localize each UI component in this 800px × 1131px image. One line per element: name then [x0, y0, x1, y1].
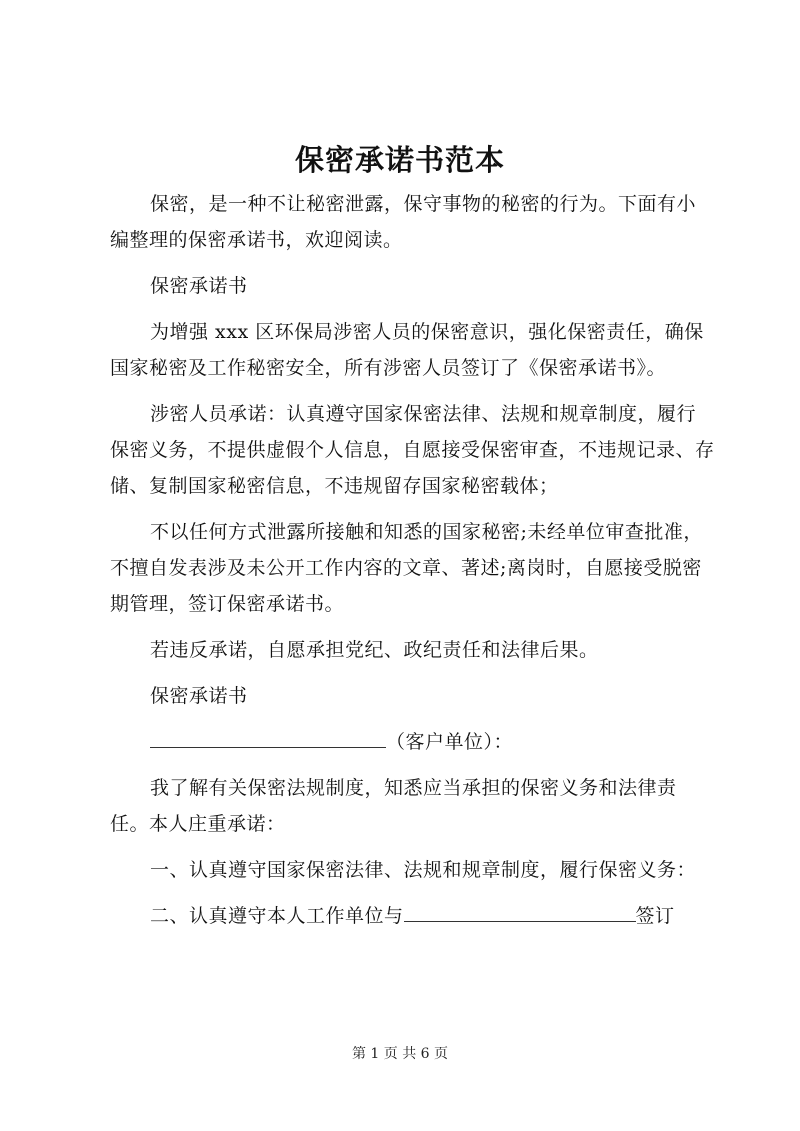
document-body [110, 186, 715, 944]
section-heading: 保密承诺书 [150, 275, 248, 297]
pledge-item-2-prefix: 二、认真遵守本人工作单位与 [150, 905, 404, 927]
pledge-item-2 [110, 898, 715, 934]
consequence-paragraph: 若违反承诺，自愿承担党纪、政纪责任和法律后果。 [150, 639, 599, 661]
purpose-paragraph: 为增强 xxx 区环保局涉密人员的保密意识，强化保密责任，确保国家秘密及工作秘密安全，所有涉密人员签订了《保密承诺书》。 [110, 321, 704, 379]
work-unit-blank [404, 899, 636, 922]
page-footer: 第 1 页 共 6 页 [351, 1046, 449, 1062]
client-unit-line [110, 724, 715, 760]
client-unit-blank [150, 725, 386, 748]
document-title: 保密承诺书范本 [294, 143, 505, 177]
client-unit-label: （客户单位）： [386, 731, 514, 753]
pledge-item-1: 一、认真遵守国家保密法律、法规和规章制度，履行保密义务： [150, 859, 697, 881]
commitment-continued-paragraph: 不以任何方式泄露所接触和知悉的国家秘密;未经单位审查批准，不擅自发表涉及未公开工作内容的文章、著述;离岗时，自愿接受脱密期管理，签订保密承诺书。 [110, 521, 703, 615]
pledge-item-2-suffix: 签订 [635, 905, 675, 927]
intro-paragraph: 保密，是一种不让秘密泄露，保守事物的秘密的行为。下面有小编整理的保密承诺书，欢迎阅读。 [110, 193, 697, 251]
commitment-paragraph: 涉密人员承诺：认真遵守国家保密法律、法规和规章制度，履行保密义务，不提供虚假个人信息，自愿接受保密审查，不违规记录、存储、复制国家秘密信息，不违规留存国家秘密载体； [110, 403, 715, 497]
section-heading-2: 保密承诺书 [150, 685, 248, 707]
acknowledgement-paragraph: 我了解有关保密法规制度，知悉应当承担的保密义务和法律责任。本人庄重承诺： [110, 777, 677, 835]
